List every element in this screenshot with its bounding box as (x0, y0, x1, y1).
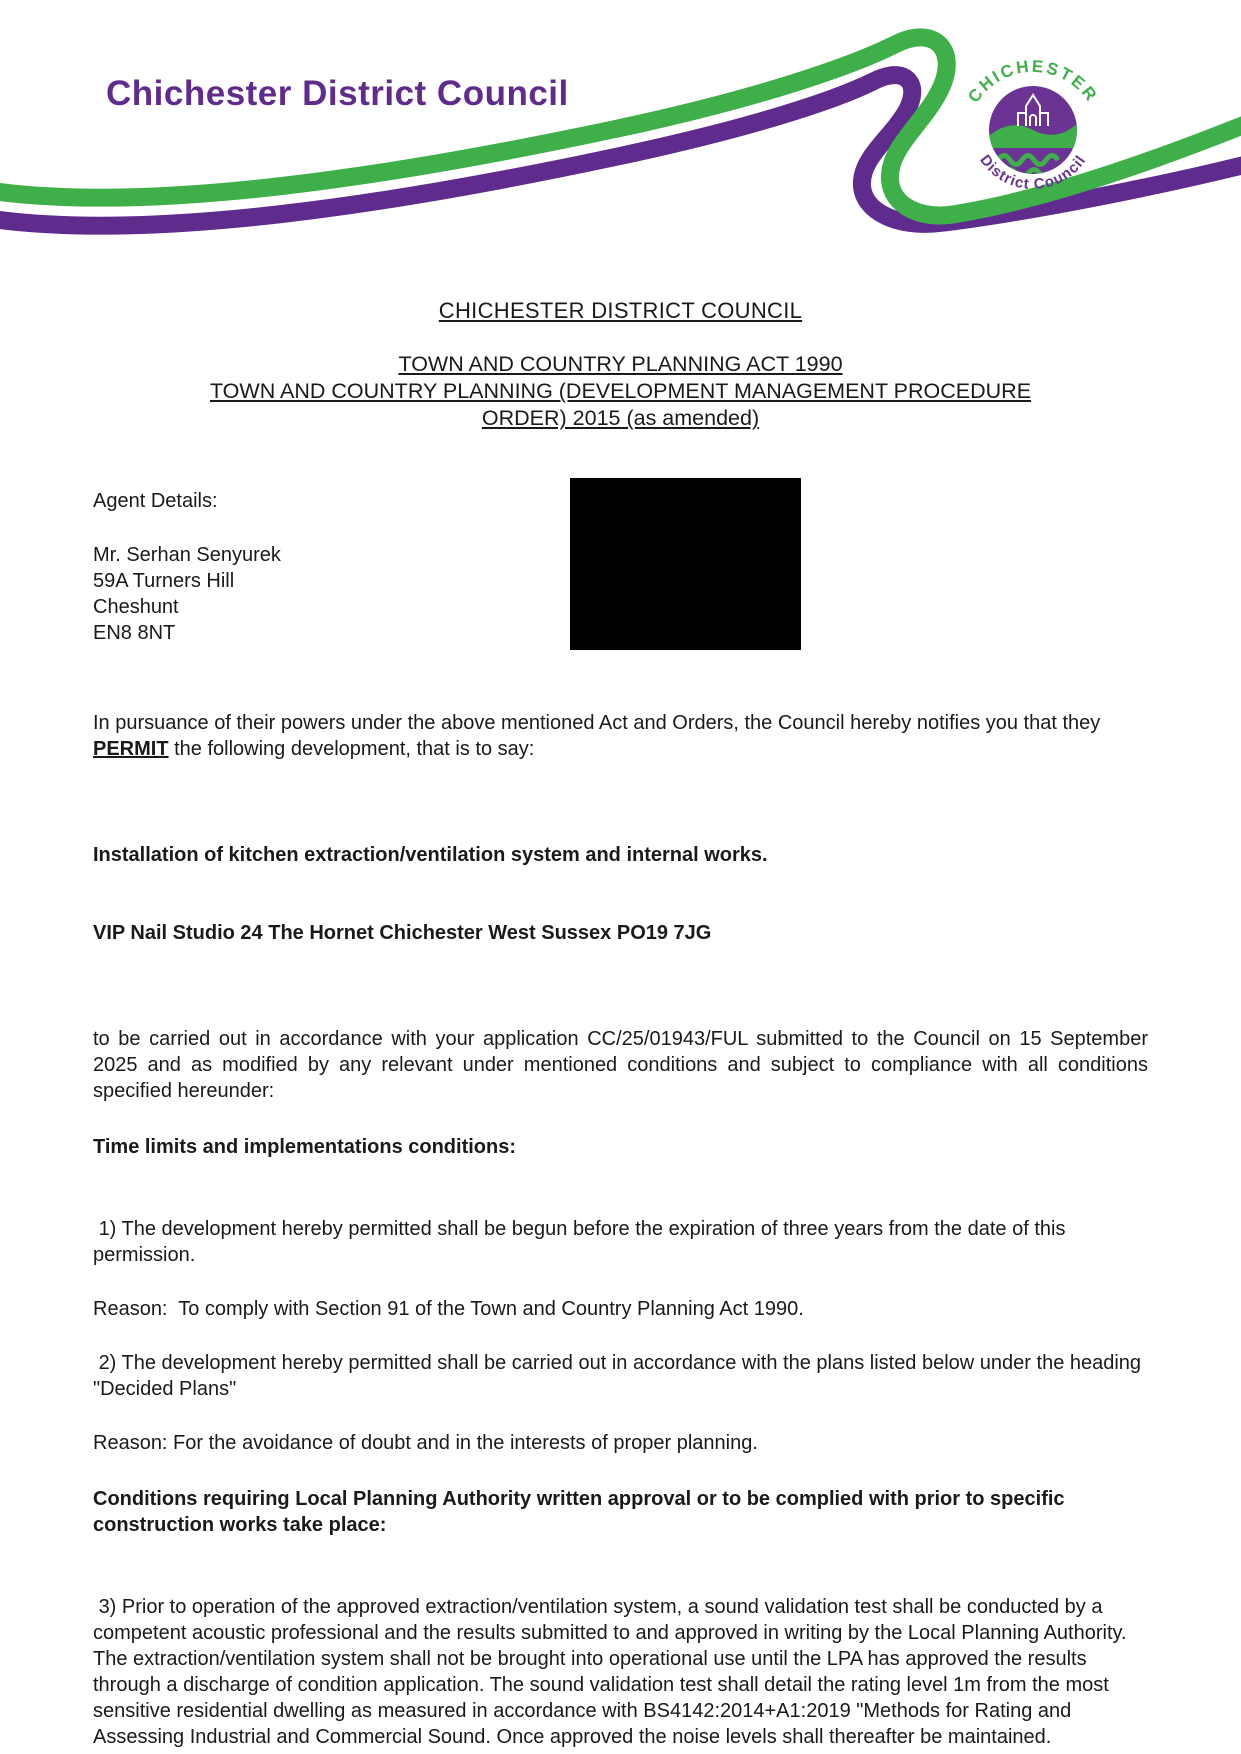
heading-order-line2: ORDER) 2015 (as amended) (481, 406, 760, 430)
section-heading-lpa-approval: Conditions requiring Local Planning Authority written approval or to be complied with prior to specific construction works take place: (93, 1488, 1071, 1536)
reason-1: Reason: To comply with Section 91 of the Town and Country Planning Act 1990. (93, 1298, 804, 1320)
agent-address-line2: Cheshunt (93, 596, 179, 618)
org-title: Chichester District Council (106, 74, 569, 113)
svg-text:CHICHESTER: CHICHESTER (964, 56, 1102, 107)
pursuance-text-before: In pursuance of their powers under the above mentioned Act and Orders, the Council hereby notifies you that they (93, 712, 1106, 734)
section-heading-time-limits: Time limits and implementations conditions: (93, 1136, 517, 1158)
pursuance-paragraph (93, 710, 1148, 762)
agent-details-label: Agent Details: (93, 490, 218, 512)
agent-address-line1: 59A Turners Hill (93, 570, 235, 592)
heading-council: CHICHESTER DISTRICT COUNCIL (438, 298, 803, 323)
redacted-address-block (570, 478, 801, 650)
heading-act-block (93, 351, 1148, 432)
development-description-block (93, 790, 1148, 998)
agent-name: Mr. Serhan Senyurek (93, 544, 281, 566)
condition-2: 2) The development hereby permitted shall be carried out in accordance with the plans listed below under the heading "Decided Plans" (93, 1352, 1147, 1400)
letter-body (93, 488, 1154, 1750)
application-paragraph: to be carried out in accordance with your application CC/25/01943/FUL submitted to the Council on 15 September 2025 and as modified by any relevant under mentioned conditions and subject to compliance with all conditions specified hereunder: (93, 1028, 1154, 1102)
reason-2: Reason: For the avoidance of doubt and in the interests of proper planning. (93, 1432, 758, 1454)
condition-1: 1) The development hereby permitted shall be begun before the expiration of three years from the date of this permission. (93, 1218, 1071, 1266)
letterhead (0, 0, 1241, 260)
heading-order-line1: TOWN AND COUNTRY PLANNING (DEVELOPMENT MANAGEMENT PROCEDURE (209, 379, 1032, 403)
svg-text:District Council: District Council (976, 151, 1090, 194)
heading-act: TOWN AND COUNTRY PLANNING ACT 1990 (398, 352, 843, 376)
document-headings (93, 298, 1148, 432)
condition-3: 3) Prior to operation of the approved extraction/ventilation system, a sound validation test shall be conducted by a competent acoustic professional and the results submitted to and approved in writing by the Local Planning Authority. The extraction/ventilation system shall not be brought into operational use until the LPA has approved the results through a discharge of condition application. The sound validation test shall detail the rating level 1m from the most sensitive residential dwelling as measured in accordance with BS4142:2014+A1:2019 "Methods for Rating and Assessing Industrial and Commercial Sound. Once approved the noise levels shall thereafter be maintained. (93, 1596, 1132, 1748)
permit-word: PERMIT (93, 738, 169, 760)
development-description: Installation of kitchen extraction/ventilation system and internal works. (93, 844, 768, 866)
development-address: VIP Nail Studio 24 The Hornet Chichester West Sussex PO19 7JG (93, 922, 712, 944)
agent-postcode: EN8 8NT (93, 622, 176, 644)
agent-details-section (93, 488, 1148, 646)
pursuance-text-after: the following development, that is to say: (168, 738, 535, 760)
council-logo-icon (948, 36, 1120, 218)
